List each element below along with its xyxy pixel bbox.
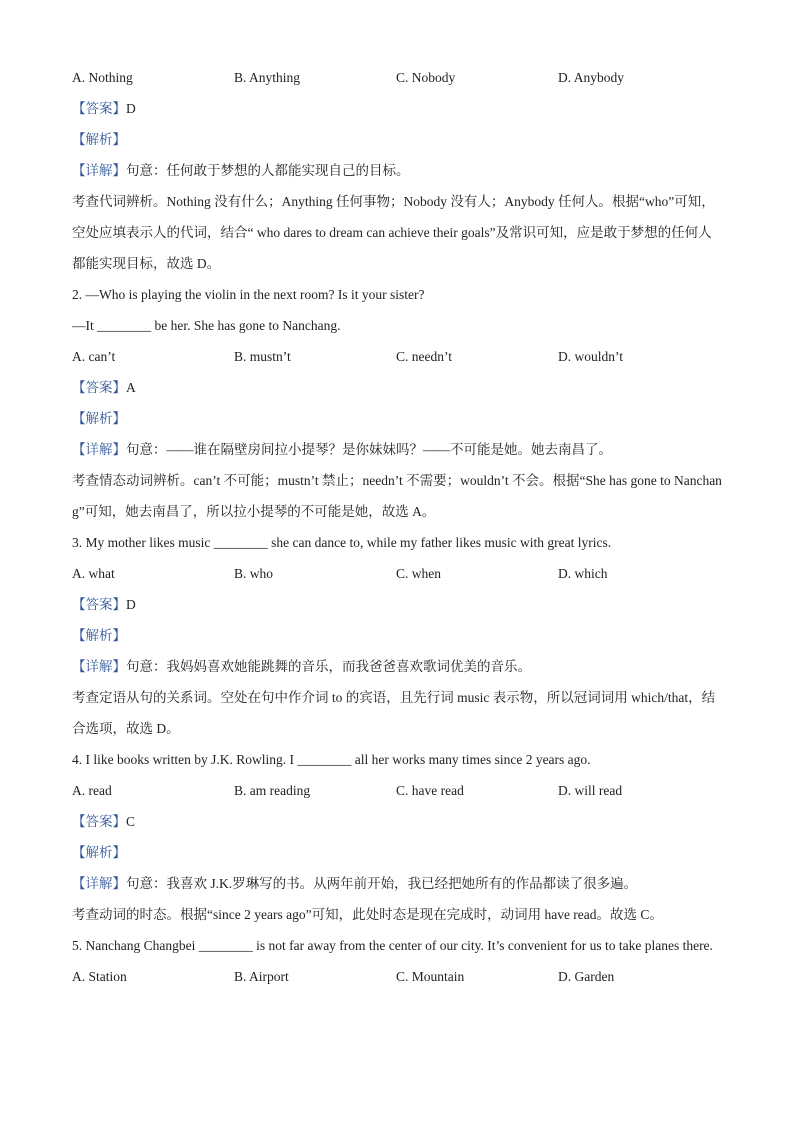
- detail-tag: 【详解】: [72, 442, 126, 457]
- option-d: D. wouldn’t: [558, 349, 624, 364]
- detail-line: [72, 434, 724, 465]
- answer-value: A: [126, 380, 136, 395]
- q1-options: [72, 62, 724, 93]
- answer-line: [72, 806, 724, 837]
- option-a: A. Station: [72, 969, 127, 984]
- analysis-tag: 【解析】: [72, 132, 126, 147]
- option-c: C. Nobody: [396, 70, 456, 85]
- option-d: D. Anybody: [558, 70, 625, 85]
- option-b: B. mustn’t: [234, 349, 291, 364]
- answer-tag: 【答案】: [72, 101, 126, 116]
- q3-options: [72, 558, 724, 589]
- explanation-paragraph: 考查定语从句的关系词。空处在句中作介词 to 的宾语，且先行词 music 表示物，所以冠词词用 which/that，结合选项，故选 D。: [72, 690, 716, 736]
- option-a: A. read: [72, 783, 112, 798]
- analysis-tag: 【解析】: [72, 411, 126, 426]
- option-c: C. have read: [396, 783, 464, 798]
- question-text: 4. I like books written by J.K. Rowling. I ________ all her works many times since 2 years ago.: [72, 752, 591, 767]
- option-a: A. what: [72, 566, 115, 581]
- option-a: A. Nothing: [72, 70, 133, 85]
- question-text: 3. My mother likes music ________ she can dance to, while my father likes music with great lyrics.: [72, 535, 612, 550]
- analysis-tag: 【解析】: [72, 845, 126, 860]
- analysis-line: [72, 403, 724, 434]
- detail-line: [72, 868, 724, 899]
- q4-options: [72, 775, 724, 806]
- detail-text: 句意：——谁在隔壁房间拉小提琴？是你妹妹吗？——不可能是她。她去南昌了。: [126, 442, 612, 457]
- detail-tag: 【详解】: [72, 876, 126, 891]
- option-c: C. when: [396, 566, 441, 581]
- option-d: D. Garden: [558, 969, 615, 984]
- q5-options: [72, 961, 724, 992]
- answer-tag: 【答案】: [72, 814, 126, 829]
- option-b: B. Anything: [234, 70, 301, 85]
- explanation-paragraph: 考查代词辨析。Nothing 没有什么；Anything 任何事物；Nobody 没有人；Anybody 任何人。根据“who”可知，空处应填表示人的代词，结合“ who dares to dream can achieve their goals”及常识可知，应是敢于梦想的任何人都能实现目标，故选 D。: [72, 194, 715, 271]
- option-d: D. will read: [558, 783, 623, 798]
- detail-text: 句意：我喜欢 J.K.罗琳写的书。从两年前开始，我已经把她所有的作品都读了很多遍。: [126, 876, 638, 891]
- option-b: B. who: [234, 566, 274, 581]
- explanation-paragraph: 考查情态动词辨析。can’t 不可能；mustn’t 禁止；needn’t 不需要；wouldn’t 不会。根据“She has gone to Nanchang”可知，她去南昌了，所以拉小提琴的不可能是她，故选 A。: [72, 473, 722, 519]
- analysis-line: [72, 620, 724, 651]
- question-text: 2. —Who is playing the violin in the next room? Is it your sister?: [72, 287, 425, 302]
- option-b: B. am reading: [234, 783, 311, 798]
- q2-options: [72, 341, 724, 372]
- answer-value: D: [126, 597, 136, 612]
- analysis-tag: 【解析】: [72, 628, 126, 643]
- explanation-paragraph: 考查动词的时态。根据“since 2 years ago”可知，此处时态是现在完成时，动词用 have read。故选 C。: [72, 907, 663, 922]
- detail-text: 句意：我妈妈喜欢她能跳舞的音乐，而我爸爸喜欢歌词优美的音乐。: [126, 659, 531, 674]
- answer-value: D: [126, 101, 136, 116]
- question-text: —It ________ be her. She has gone to Nanchang.: [72, 318, 341, 333]
- option-d: D. which: [558, 566, 608, 581]
- detail-line: [72, 651, 724, 682]
- option-c: C. needn’t: [396, 349, 452, 364]
- analysis-line: [72, 837, 724, 868]
- detail-tag: 【详解】: [72, 659, 126, 674]
- detail-text: 句意：任何敢于梦想的人都能实现自己的目标。: [126, 163, 410, 178]
- question-text: 5. Nanchang Changbei ________ is not far away from the center of our city. It’s convenient for us to take planes there.: [72, 938, 713, 953]
- analysis-line: [72, 124, 724, 155]
- option-c: C. Mountain: [396, 969, 465, 984]
- answer-line: [72, 372, 724, 403]
- option-b: B. Airport: [234, 969, 289, 984]
- answer-tag: 【答案】: [72, 597, 126, 612]
- detail-tag: 【详解】: [72, 163, 126, 178]
- answer-value: C: [126, 814, 136, 829]
- detail-line: [72, 155, 724, 186]
- answer-line: [72, 589, 724, 620]
- answer-tag: 【答案】: [72, 380, 126, 395]
- document-page: [72, 62, 724, 992]
- option-a: A. can’t: [72, 349, 116, 364]
- answer-line: [72, 93, 724, 124]
